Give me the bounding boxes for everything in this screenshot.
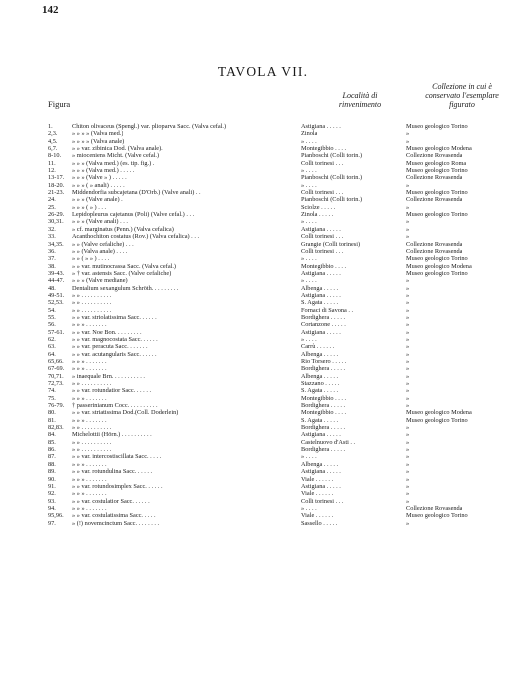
table-row xyxy=(48,218,516,225)
table-row xyxy=(48,285,516,292)
species-description: » » » ( » anali) . . . . . xyxy=(72,181,125,189)
figure-number: 70,71. xyxy=(48,372,64,380)
figure-number: 87. xyxy=(48,453,56,461)
figure-number: 82,83. xyxy=(48,424,64,432)
collection: » xyxy=(406,343,410,351)
collection: » xyxy=(406,137,410,145)
collection: » xyxy=(406,350,410,358)
species-description: » » (Valva anale) . . . . xyxy=(72,247,128,255)
table-row xyxy=(48,461,516,468)
collection: » xyxy=(406,460,410,468)
collection: » xyxy=(406,402,410,410)
locality: Montegibbio . . . . xyxy=(301,409,347,417)
figure-number: 57-61. xyxy=(48,328,65,336)
table-row xyxy=(48,505,516,512)
species-description: » » var. magnocostata Sacc. . . . . . xyxy=(72,335,158,343)
species-description: » » . . . . . . . . . . xyxy=(72,291,112,299)
table-row xyxy=(48,314,516,321)
species-description: » » . . . . . . . . . . xyxy=(72,306,112,314)
table-row xyxy=(48,277,516,284)
table-row xyxy=(48,409,516,416)
locality: Fornaci di Savona . . xyxy=(301,306,354,314)
table-row xyxy=(48,424,516,431)
collection: Collezione Rovasenda xyxy=(406,504,463,512)
table-row xyxy=(48,453,516,460)
table-row xyxy=(48,358,516,365)
figure-number: 18-20. xyxy=(48,181,65,189)
table-row xyxy=(48,248,516,255)
collection: Museo geologico Modena xyxy=(406,262,472,270)
table-row xyxy=(48,226,516,233)
collection: Collezione Rovasenda xyxy=(406,174,463,182)
collection: Museo geologico Torino xyxy=(406,255,468,263)
locality: Albenga . . . . . xyxy=(301,460,339,468)
locality: » . . . . xyxy=(301,453,317,461)
collection: » xyxy=(406,387,410,395)
collection: » xyxy=(406,321,410,329)
locality: Bordighera . . . . . xyxy=(301,313,346,321)
collection: Museo geologico Modena xyxy=(406,409,472,417)
figure-number: 4,5. xyxy=(48,137,58,145)
species-description: » » » (Valve anale) . xyxy=(72,196,123,204)
collection: » xyxy=(406,233,410,241)
locality: » . . . . xyxy=(301,218,317,226)
figure-number: 21-23. xyxy=(48,189,65,197)
table-row xyxy=(48,255,516,262)
collection: Collezione Rovasenda xyxy=(406,196,463,204)
collection: » xyxy=(406,306,410,314)
collection: » xyxy=(406,394,410,402)
species-description: » » var. rotundosimplex Sacc. . . . . . xyxy=(72,482,163,490)
figure-number: 81. xyxy=(48,416,56,424)
species-description: Dentalium sexangulum Schröth. . . . . . . . . xyxy=(72,284,179,292)
locality: Colli torinesi . . . xyxy=(301,159,344,167)
figure-number: 52,53. xyxy=(48,299,64,307)
figure-number: 34,35. xyxy=(48,240,64,248)
figure-number: 93. xyxy=(48,497,56,505)
species-description: » » var. costulatissima Sacc. . . . . xyxy=(72,512,156,520)
collection: Museo geologico Torino xyxy=(406,189,468,197)
table-row xyxy=(48,233,516,240)
collection: » xyxy=(406,475,410,483)
table-row xyxy=(48,123,516,130)
figure-number: 49-51. xyxy=(48,291,65,299)
species-description: » » » (Valve anali) . . . xyxy=(72,218,128,226)
collection: Museo geologico Torino xyxy=(406,269,468,277)
table-row xyxy=(48,402,516,409)
table-row xyxy=(48,387,516,394)
species-description: » » var. acutangularis Sacc. . . . . . xyxy=(72,350,157,358)
figure-number: 37. xyxy=(48,255,56,263)
locality: Bordighera . . . . . xyxy=(301,424,346,432)
species-description: » » . . . . . . . . . . xyxy=(72,424,112,432)
species-description: » » » . . . . . . . xyxy=(72,358,107,365)
locality: Bordighera . . . . . xyxy=(301,365,346,373)
table-row xyxy=(48,490,516,497)
species-description: » » » . . . . . . . xyxy=(72,475,107,483)
collection: » xyxy=(406,130,410,138)
table-row xyxy=(48,329,516,336)
locality: Cortanzone . . . . . xyxy=(301,321,346,329)
locality: Colli torinesi . . . xyxy=(301,233,344,241)
locality: Zinola xyxy=(301,130,318,138)
table-row xyxy=(48,520,516,527)
species-description: » » . . . . . . . . . . xyxy=(72,446,112,454)
table-row xyxy=(48,189,516,196)
table-row xyxy=(48,365,516,372)
collection: » xyxy=(406,291,410,299)
locality: » . . . . xyxy=(301,137,317,145)
figure-number: 67-69. xyxy=(48,365,65,373)
locality: » . . . . xyxy=(301,335,317,343)
species-description: » » var. striatissima Dod.(Coll. Doderlein) xyxy=(72,409,179,417)
table-row xyxy=(48,182,516,189)
figure-number: 38. xyxy=(48,262,56,270)
species-description: » » . . . . . . . . . . xyxy=(72,380,112,388)
species-description: Acanthochiton costatus (Rov.) (Valva cefalica) . . . xyxy=(72,233,200,241)
locality: Pianboschi (Colli torin.) xyxy=(301,174,363,182)
header-figura: Figura xyxy=(48,99,71,109)
figure-number: 1. xyxy=(48,123,53,130)
table-row xyxy=(48,380,516,387)
collection: » xyxy=(406,446,410,454)
figure-number: 80. xyxy=(48,409,56,417)
collection: » xyxy=(406,335,410,343)
species-description: » » . . . . . . . . . . xyxy=(72,299,112,307)
collection: Museo geologico Modena xyxy=(406,145,472,153)
table-row xyxy=(48,211,516,218)
species-description: Middendorfia subcajetana (D'Orb.) (Valve anali) . . xyxy=(72,189,201,197)
species-description: Chiton olivaceus (Spengl.) var. plioparva Sacc. (Valva cefal.) xyxy=(72,123,227,130)
figure-table xyxy=(48,123,516,527)
figure-number: 97. xyxy=(48,519,56,527)
table-row xyxy=(48,483,516,490)
figure-number: 39-43. xyxy=(48,269,65,277)
species-description: » » var. costulatior Sacc. . . . . . xyxy=(72,497,150,505)
locality: Sciolze . . . . . xyxy=(301,203,336,211)
figure-number: 89. xyxy=(48,468,56,476)
figure-number: 25. xyxy=(48,203,56,211)
figure-number: 48. xyxy=(48,284,56,292)
species-description: » » » . . . . . . . xyxy=(72,490,107,498)
collection: » xyxy=(406,225,410,233)
table-row xyxy=(48,343,516,350)
figure-number: 65,66. xyxy=(48,358,64,365)
locality: » . . . . xyxy=(301,255,317,263)
figure-number: 84. xyxy=(48,431,56,439)
table-row xyxy=(48,138,516,145)
species-description: » » var. rotundulina Sacc. . . . . . xyxy=(72,468,153,476)
collection: » xyxy=(406,277,410,285)
species-description: » » . . . . . . . . . . xyxy=(72,438,112,446)
collection: » xyxy=(406,482,410,490)
collection: » xyxy=(406,299,410,307)
species-description: » » » . . . . . . . xyxy=(72,416,107,424)
species-description: » » » » (Valva anale) xyxy=(72,137,125,145)
locality: S. Agata . . . . . xyxy=(301,299,339,307)
locality: Rio Torsero . . . . . xyxy=(301,358,347,365)
collection: Collezione Rovasenda xyxy=(406,247,463,255)
collection: » xyxy=(406,438,410,446)
species-description: » » » » (Valva med.) xyxy=(72,130,124,138)
collection: » xyxy=(406,181,410,189)
locality: Astigiana . . . . . xyxy=(301,291,341,299)
collection: Museo geologico Torino xyxy=(406,211,468,219)
figure-number: 12. xyxy=(48,167,56,175)
table-row xyxy=(48,174,516,181)
collection: » xyxy=(406,372,410,380)
table-row xyxy=(48,351,516,358)
species-description: Michelottii (Hörn.) . . . . . . . . . . xyxy=(72,431,152,439)
figure-number: 44-47. xyxy=(48,277,65,285)
locality: Grangie (Colli torinesi) xyxy=(301,240,361,248)
locality: Astigiana . . . . . xyxy=(301,468,341,476)
species-description: » » » . . . . . . . xyxy=(72,365,107,373)
locality: Astigiana . . . . . xyxy=(301,225,341,233)
locality: Albenga . . . . . xyxy=(301,372,339,380)
table-row xyxy=(48,468,516,475)
locality: Viale . . . . . . xyxy=(301,490,334,498)
table-row xyxy=(48,373,516,380)
figure-number: 26-29. xyxy=(48,211,65,219)
table-row xyxy=(48,160,516,167)
locality: Pianboschi (Colli torin.) xyxy=(301,152,363,160)
figure-number: 85. xyxy=(48,438,56,446)
species-description: » » ( » » ) . . . . xyxy=(72,255,110,263)
locality: Viale . . . . . . xyxy=(301,475,334,483)
table-row xyxy=(48,270,516,277)
locality: Sassello . . . . . xyxy=(301,519,338,527)
figure-number: 11. xyxy=(48,159,56,167)
locality: Colli torinesi . . . xyxy=(301,247,344,255)
locality: Viale . . . . . . xyxy=(301,512,334,520)
collection: » xyxy=(406,218,410,226)
locality: Astigiana . . . . . xyxy=(301,431,341,439)
header-collezione: Collezione in cui è conservato l'esemplare figurato xyxy=(425,82,499,109)
collection: Museo geologico Roma xyxy=(406,159,467,167)
figure-number: 6,7. xyxy=(48,145,58,153)
collection: Museo geologico Torino xyxy=(406,123,468,130)
figure-number: 24. xyxy=(48,196,56,204)
figure-number: 75. xyxy=(48,394,56,402)
species-description: » mioceniens Micht. (Valve cefal.) xyxy=(72,152,160,160)
species-description: † passerinianum Cocc. . . . . . . . . . xyxy=(72,402,158,410)
figure-number: 36. xyxy=(48,247,56,255)
collection: » xyxy=(406,358,410,365)
figure-number: 95,96. xyxy=(48,512,64,520)
locality: Montegibbio . . . . xyxy=(301,394,347,402)
collection: Collezione Rovasenda xyxy=(406,240,463,248)
figure-number: 8-10. xyxy=(48,152,62,160)
page-number: 142 xyxy=(42,4,59,16)
locality: Colli torinesi . . . xyxy=(301,497,344,505)
table-row xyxy=(48,321,516,328)
locality: Bordighera . . . . . xyxy=(301,446,346,454)
locality: Albenga . . . . . xyxy=(301,350,339,358)
figure-number: 54. xyxy=(48,306,56,314)
plate-title: TAVOLA VII. xyxy=(217,64,309,79)
figure-number: 90. xyxy=(48,475,56,483)
figure-number: 33. xyxy=(48,233,56,241)
species-description: » » var. mutinocrassa Sacc. (Valva cefal.) xyxy=(72,262,177,270)
locality: Astigiana . . . . . xyxy=(301,123,341,130)
locality: Montegibbio . . . . xyxy=(301,145,347,153)
collection: Collezione Rovasenda xyxy=(406,152,463,160)
figure-number: 56. xyxy=(48,321,56,329)
species-description: » (!) novemcinctum Sacc. . . . . . . . xyxy=(72,519,160,527)
collection: » xyxy=(406,490,410,498)
collection: Museo geologico Torino xyxy=(406,167,468,175)
table-row xyxy=(48,152,516,159)
locality: Albenga . . . . . xyxy=(301,284,339,292)
locality: Astigiana . . . . . xyxy=(301,269,341,277)
collection: » xyxy=(406,328,410,336)
locality: Pianboschi (Colli torin.) xyxy=(301,196,363,204)
species-description: » » var. zibinica Dod. (Valva anale). xyxy=(72,145,163,153)
species-description: » cf. marginatus (Penn.) (Valva cefalica) xyxy=(72,225,174,233)
collection: » xyxy=(406,203,410,211)
table-row xyxy=(48,476,516,483)
species-description: » inaequale Brn. . . . . . . . . . . xyxy=(72,372,145,380)
figure-number: 2,3. xyxy=(48,130,58,138)
collection: Museo geologico Torino xyxy=(406,512,468,520)
table-row xyxy=(48,336,516,343)
table-row xyxy=(48,263,516,270)
locality: » . . . . xyxy=(301,277,317,285)
collection: » xyxy=(406,365,410,373)
locality: Castelnuovo d'Asti . . xyxy=(301,438,356,446)
table-row xyxy=(48,167,516,174)
collection: » xyxy=(406,453,410,461)
species-description: » » var. rotundatior Sacc. . . . . . xyxy=(72,387,152,395)
figure-number: 55. xyxy=(48,313,56,321)
species-description: » » var. striolatissima Sacc. . . . . . xyxy=(72,313,157,321)
locality: Carrù . . . . . . xyxy=(301,343,335,351)
species-description: » » » . . . . . . . xyxy=(72,504,107,512)
species-description: » » » ( » ) . . . xyxy=(72,203,107,211)
table-row xyxy=(48,307,516,314)
figure-number: 32. xyxy=(48,225,56,233)
table-row xyxy=(48,395,516,402)
collection: » xyxy=(406,497,410,505)
table-row xyxy=(48,130,516,137)
figure-number: 63. xyxy=(48,343,56,351)
collection: Museo geologico Torino xyxy=(406,416,468,424)
figure-number: 88. xyxy=(48,460,56,468)
species-description: » † var. astensis Sacc. (Valve cefaliche) xyxy=(72,269,172,277)
collection: » xyxy=(406,380,410,388)
locality: S. Agata . . . . . xyxy=(301,416,339,424)
locality: Colli torinesi . . . xyxy=(301,189,344,197)
species-description: » » » (Valva med.) . . . . . xyxy=(72,167,135,175)
table-row xyxy=(48,196,516,203)
locality: Bordighera . . . . . xyxy=(301,402,346,410)
figure-number: 13-17. xyxy=(48,174,65,182)
figure-number: 92. xyxy=(48,490,56,498)
collection: » xyxy=(406,284,410,292)
species-description: » » var. Noe Bon. . . . . . . . . xyxy=(72,328,142,336)
species-description: » » » (Valve » ) . . . . . xyxy=(72,174,127,182)
figure-number: 72,73. xyxy=(48,380,64,388)
species-description: » » » . . . . . . . xyxy=(72,394,107,402)
locality: Zinola . . . . . xyxy=(301,211,334,219)
locality: Montegibbio . . . . xyxy=(301,262,347,270)
locality: » . . . . xyxy=(301,167,317,175)
locality: S. Agata . . . . . xyxy=(301,387,339,395)
collection: » xyxy=(406,313,410,321)
table-row xyxy=(48,204,516,211)
species-description: » » var. intercostiscillata Sacc. . . . . xyxy=(72,453,162,461)
collection: » xyxy=(406,519,410,527)
collection: » xyxy=(406,431,410,439)
species-description: » » » . . . . . . . xyxy=(72,460,107,468)
species-description: » » » (Valve mediane) xyxy=(72,277,128,285)
table-row xyxy=(48,417,516,424)
figure-number: 94. xyxy=(48,504,56,512)
table-row xyxy=(48,292,516,299)
table-row xyxy=(48,439,516,446)
species-description: Lepidopleurus cajetanus (Poli) (Valve cefal.) . . . xyxy=(72,211,195,219)
figure-number: 30,31. xyxy=(48,218,64,226)
figure-number: 76-79. xyxy=(48,402,65,410)
figure-number: 64. xyxy=(48,350,56,358)
table-row xyxy=(48,241,516,248)
table-row xyxy=(48,145,516,152)
locality: » . . . . xyxy=(301,181,317,189)
figure-number: 74. xyxy=(48,387,56,395)
locality: Astigiana . . . . . xyxy=(301,328,341,336)
species-description: » » » (Valva med.) (es. tip. fig.) . xyxy=(72,159,155,167)
table-row xyxy=(48,512,516,519)
figure-number: 86. xyxy=(48,446,56,454)
table-row xyxy=(48,446,516,453)
species-description: » » (Valve cefaliche) . . . xyxy=(72,240,134,248)
species-description: » » » . . . . . . . xyxy=(72,321,107,329)
table-row xyxy=(48,299,516,306)
table-row xyxy=(48,498,516,505)
species-description: » » var. peracuta Sacc. . . . . . . xyxy=(72,343,148,351)
figure-number: 91. xyxy=(48,482,56,490)
locality: » . . . . xyxy=(301,504,317,512)
figure-number: 62. xyxy=(48,335,56,343)
table-row xyxy=(48,431,516,438)
collection: » xyxy=(406,424,410,432)
collection: » xyxy=(406,468,410,476)
locality: Stazzano . . . . . xyxy=(301,380,340,388)
header-localita: Località di rinvenimento xyxy=(338,91,382,109)
locality: Astigiana . . . . . xyxy=(301,482,341,490)
